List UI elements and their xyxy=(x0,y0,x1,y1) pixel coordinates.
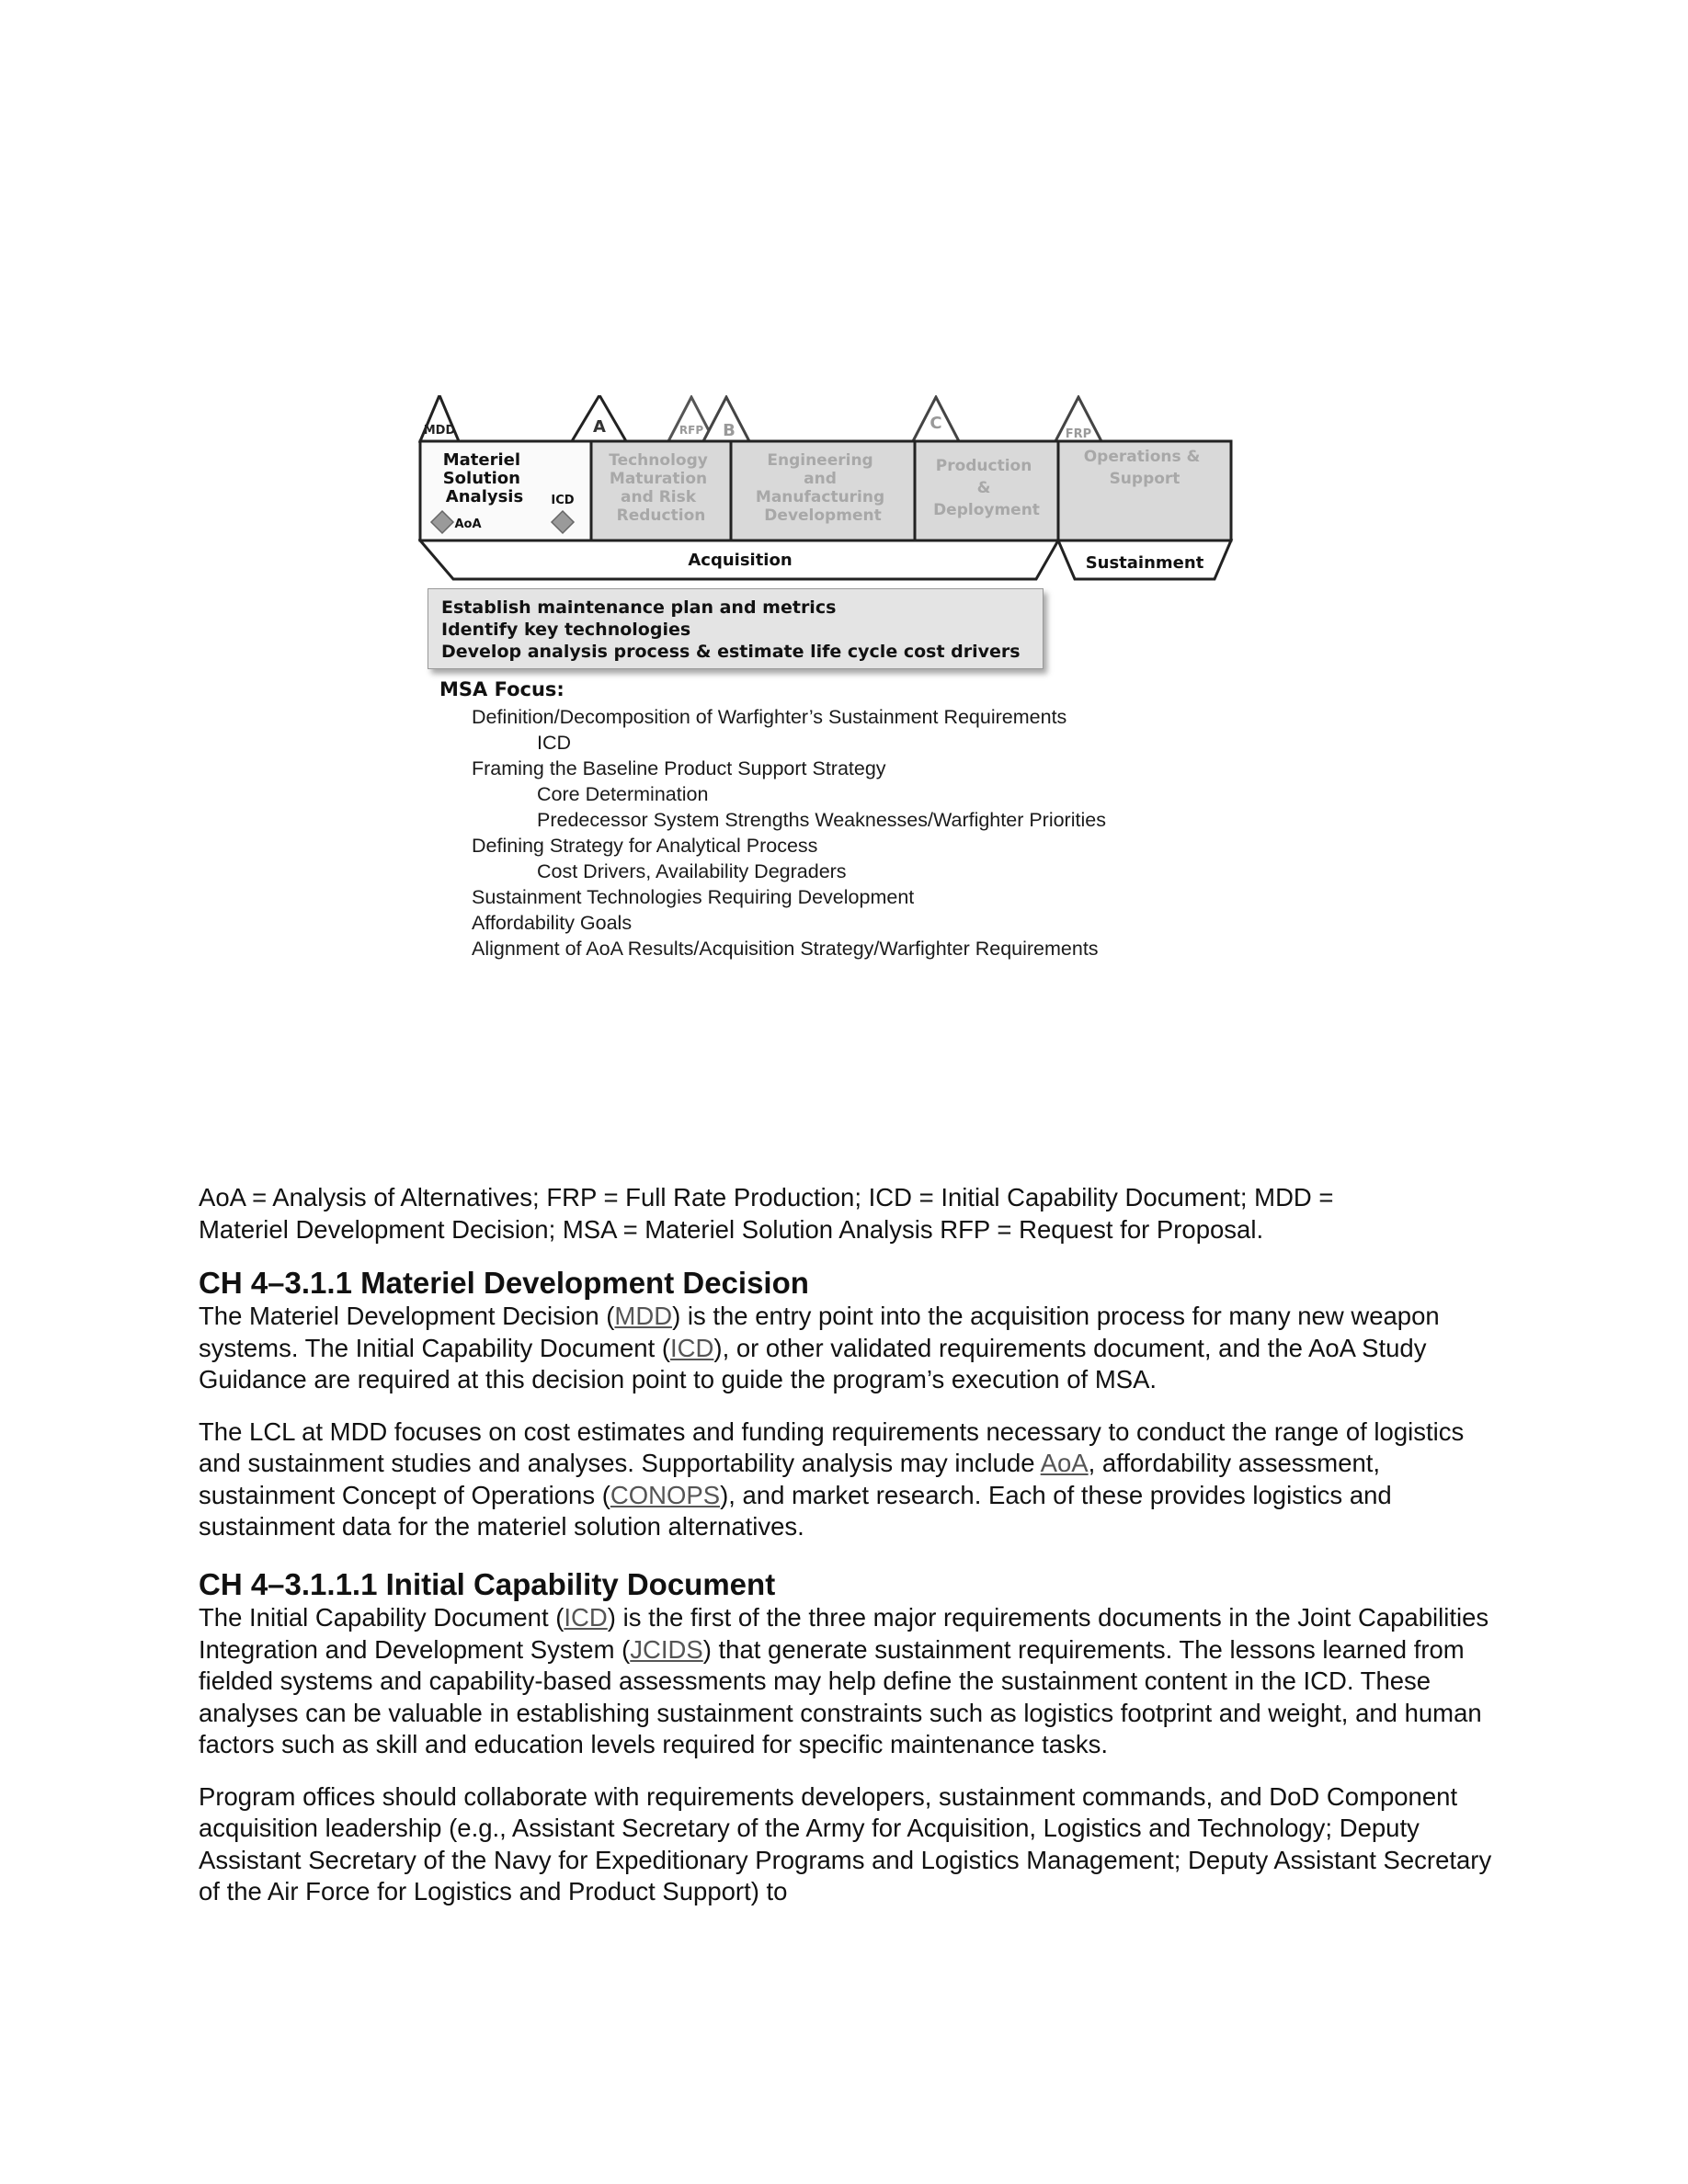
jcids-link[interactable]: JCIDS xyxy=(630,1634,703,1664)
text-run: The LCL at MDD focuses on cost estimates and funding requirements necessary to conduct the range of logistics and sustainment studies and analyses. Supportability analysis may include xyxy=(199,1416,1465,1477)
phase-pd-line-2: & xyxy=(976,479,991,497)
mdd-link[interactable]: MDD xyxy=(614,1302,673,1330)
phase-tmrr-label xyxy=(609,451,713,525)
text-run: ) is the first of the three major requirements documents in the Joint Capabilities Integration and Development System ( xyxy=(199,1603,1489,1664)
msa-focus-item: Defining Strategy for Analytical Process xyxy=(472,835,818,857)
text-run: ) that generate sustainment requirements. The lessons learned from fielded systems and capability-based assessments may help define the sustainment content in the ICD. These analyses can be valuable in establishing sustainment constraints such as logistics footprint and weight, and human factors such as skill and education levels required for specific maintenance tasks. xyxy=(199,1634,1482,1758)
phase-emd-line-1: Engineering xyxy=(767,451,873,470)
section-heading: CH 4–3.1.1 Materiel Development Decision xyxy=(199,1266,809,1300)
msa-focus-list xyxy=(439,678,1267,961)
paragraph: Program offices should collaborate with requirements developers, sustainment commands, and DoD Component acquisition leadership (e.g., Assistant Secretary of the Army for Acquisition, Logistics and Technology; Deputy Assistant Secretary of the Navy for Expeditionary Programs and Logistics Management; Deputy Assistant Secretary of the Air Force for Logistics and Product Support) to xyxy=(199,1781,1492,1905)
msa-focus-item: Framing the Baseline Product Support Strategy xyxy=(472,757,886,779)
text-run: The Materiel Development Decision ( xyxy=(199,1302,615,1330)
phase-tmrr-line-4: Reduction xyxy=(616,506,706,525)
msa-focus-title: MSA Focus: xyxy=(439,678,565,700)
msa-focus-subitem: ICD xyxy=(537,732,572,754)
caption-line-1: AoA = Analysis of Alternatives; FRP = Full Rate Production; ICD = Initial Capability Document; MDD = xyxy=(199,1183,1334,1211)
focus-line-3: Develop analysis process & estimate life cycle cost drivers xyxy=(441,642,1021,662)
phase-msa-label xyxy=(443,450,527,506)
phase-emd-line-2: and xyxy=(804,470,837,488)
msa-focus-highlight-box xyxy=(428,588,1044,669)
text-run: ), and market research. Each of these provides logistics and sustainment data for the materiel solution alternatives. xyxy=(199,1480,1392,1541)
paragraph xyxy=(199,1602,1504,1761)
phase-tmrr-line-3: and Risk xyxy=(621,488,697,506)
caption-line-2: Materiel Development Decision; MSA = Materiel Solution Analysis RFP = Request for Proposal. xyxy=(199,1214,1264,1244)
acquisition-label: Acquisition xyxy=(688,551,793,570)
phase-emd-label xyxy=(756,451,890,525)
milestone-c-label: C xyxy=(930,414,942,433)
phase-msa-line-2: Solution xyxy=(442,469,520,488)
aoa-label: AoA xyxy=(454,518,482,531)
phase-os-line-2: Support xyxy=(1109,470,1180,488)
msa-focus-item: Definition/Decomposition of Warfighter’s Sustainment Requirements xyxy=(472,706,1067,728)
msa-focus-subitem: Core Determination xyxy=(537,783,709,805)
milestones xyxy=(420,395,1101,441)
phase-msa-line-3: Analysis xyxy=(445,487,524,506)
paragraph xyxy=(199,1416,1504,1543)
paragraph xyxy=(199,1301,1504,1396)
msa-focus-subitem: Cost Drivers, Availability Degraders xyxy=(537,860,847,882)
phase-pd-line-3: Deployment xyxy=(933,501,1040,519)
conops-link[interactable]: CONOPS xyxy=(610,1480,721,1509)
icd-label: ICD xyxy=(551,494,575,507)
phase-msa-line-1: Materiel xyxy=(442,450,521,470)
milestone-a-label: A xyxy=(593,417,606,437)
msa-focus-item: Sustainment Technologies Requiring Development xyxy=(472,886,915,908)
text-run: ), or other validated requirements document, and the AoA Study Guidance are required at this decision point to guide the program’s execution of MSA. xyxy=(199,1333,1427,1393)
milestone-rfp-label: RFP xyxy=(679,424,704,437)
aoa-link[interactable]: AoA xyxy=(1040,1449,1089,1477)
phase-tmrr-line-2: Maturation xyxy=(609,470,708,488)
figure-caption xyxy=(199,1182,1504,1246)
phase-emd-line-4: Development xyxy=(764,506,882,525)
milestone-mdd-label: MDD xyxy=(423,424,456,438)
sustainment-label: Sustainment xyxy=(1085,553,1204,573)
phase-os-line-1: Operations & xyxy=(1083,448,1201,466)
icd-link[interactable]: ICD xyxy=(564,1603,608,1632)
milestone-b-label: B xyxy=(723,421,736,440)
milestone-frp-label: FRP xyxy=(1065,427,1092,441)
msa-focus-item: Affordability Goals xyxy=(472,912,633,934)
focus-line-2: Identify key technologies xyxy=(441,620,691,640)
icd-link[interactable]: ICD xyxy=(670,1333,714,1362)
text-run: , affordability assessment, sustainment Concept of Operations ( xyxy=(199,1449,1381,1509)
phase-tmrr-line-1: Technology xyxy=(609,451,708,470)
section-heading: CH 4–3.1.1.1 Initial Capability Document xyxy=(199,1567,776,1601)
phase-pd-line-1: Production xyxy=(935,457,1032,475)
section-icd xyxy=(199,1567,1504,1908)
section-mdd xyxy=(199,1266,1504,1543)
msa-focus-subitem: Predecessor System Strengths Weaknesses/Warfighter Priorities xyxy=(537,809,1106,831)
text-run: ) is the entry point into the acquisition process for many new weapon systems. The Initial Capability Document ( xyxy=(199,1302,1440,1362)
phase-emd-line-3: Manufacturing xyxy=(755,488,885,506)
text-run: The Initial Capability Document ( xyxy=(199,1603,565,1632)
focus-line-1: Establish maintenance plan and metrics xyxy=(441,597,837,618)
msa-focus-item: Alignment of AoA Results/Acquisition Strategy/Warfighter Requirements xyxy=(472,938,1099,960)
